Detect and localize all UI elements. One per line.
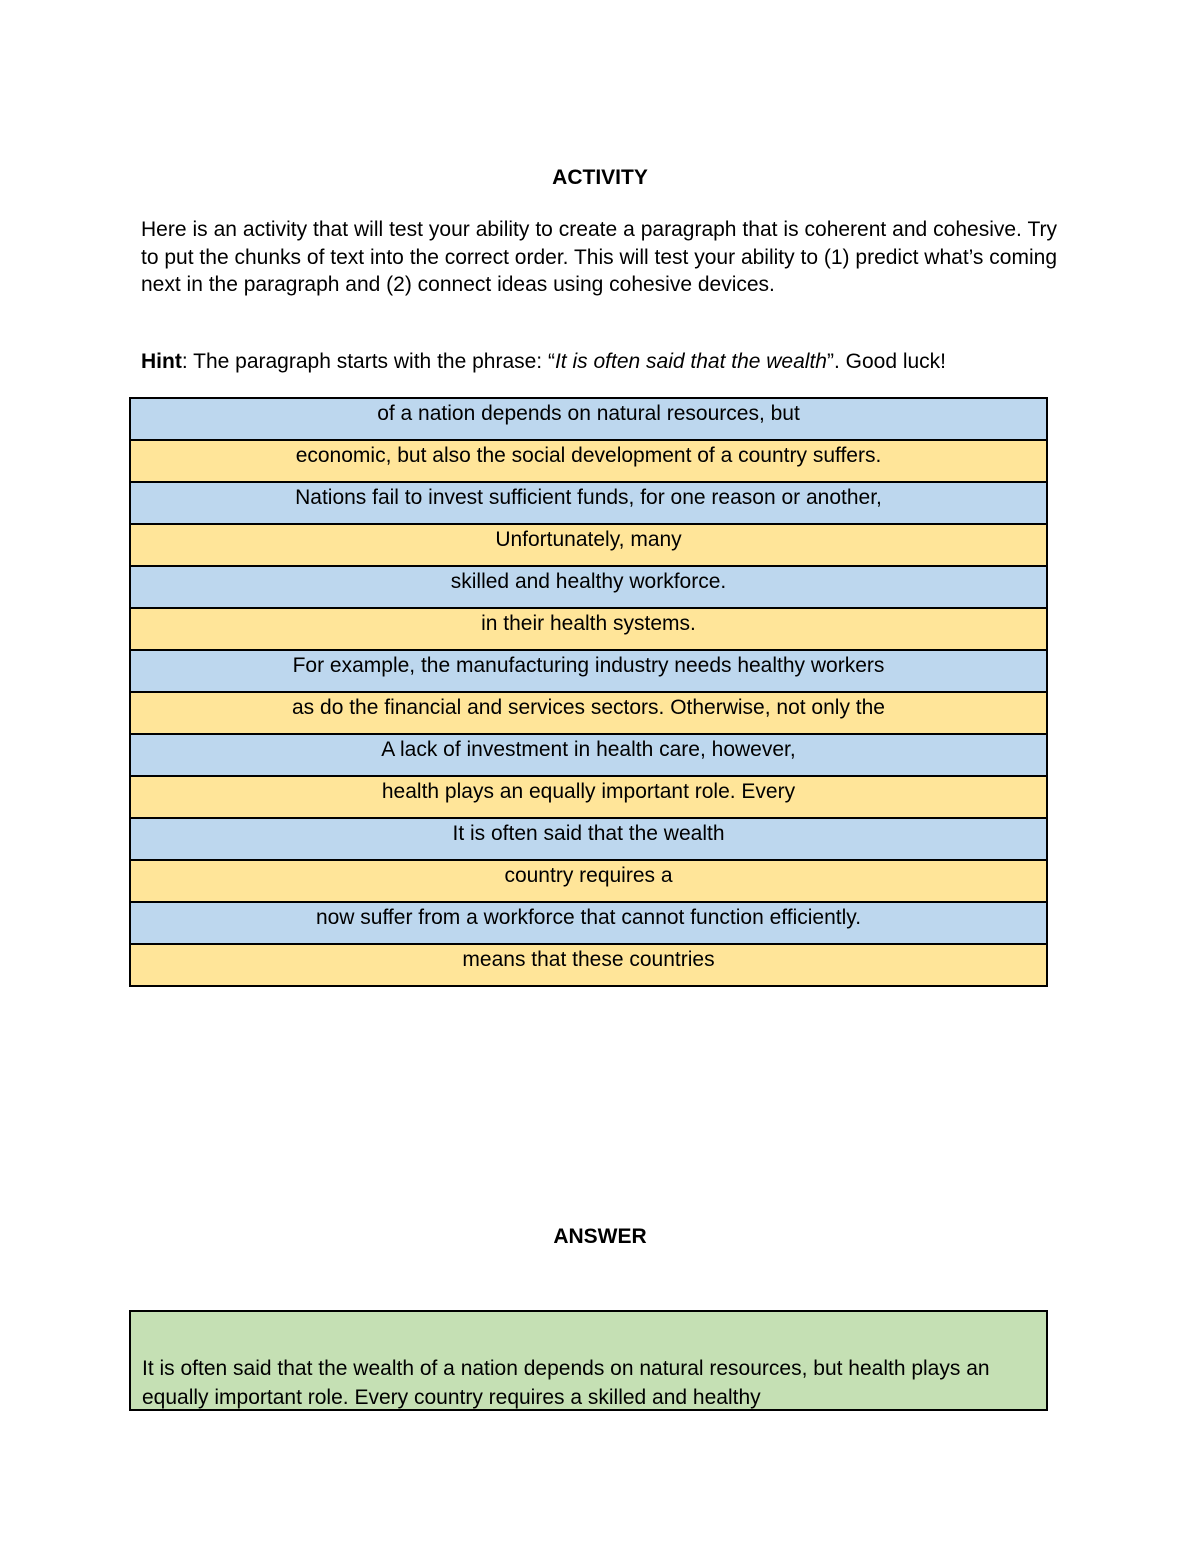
hint-label: Hint [141, 350, 182, 373]
chunk-cell: A lack of investment in health care, however, [130, 734, 1047, 776]
activity-heading: ACTIVITY [552, 166, 648, 189]
chunk-row [130, 608, 1047, 650]
chunk-row [130, 650, 1047, 692]
chunk-row [130, 818, 1047, 860]
chunk-row [130, 944, 1047, 986]
chunk-row [130, 776, 1047, 818]
chunk-cell: skilled and healthy workforce. [130, 566, 1047, 608]
chunk-cell: Nations fail to invest sufficient funds, for one reason or another, [130, 482, 1047, 524]
answer-paragraph: It is often said that the wealth of a nation depends on natural resources, but health plays an equally important role. Every country requires a skilled and healthy [142, 1357, 990, 1409]
chunk-cell: health plays an equally important role. Every [130, 776, 1047, 818]
text-chunks-table [129, 397, 1048, 987]
chunk-cell: now suffer from a workforce that cannot function efficiently. [130, 902, 1047, 944]
hint-phrase: It is often said that the wealth [554, 350, 827, 373]
chunk-cell: For example, the manufacturing industry needs healthy workers [130, 650, 1047, 692]
chunk-cell: in their health systems. [130, 608, 1047, 650]
chunk-row [130, 398, 1047, 440]
answer-box [129, 1310, 1048, 1411]
chunk-cell: country requires a [130, 860, 1047, 902]
chunk-cell: economic, but also the social development of a country suffers. [130, 440, 1047, 482]
chunk-cell: of a nation depends on natural resources, but [130, 398, 1047, 440]
hint-text-after: ”. Good luck! [826, 350, 947, 373]
chunk-row [130, 440, 1047, 482]
activity-instructions: Here is an activity that will test your ability to create a paragraph that is coherent and cohesive. Try to put the chunks of text into the correct order. This will test your ability to (1) predict what’s coming next in the paragraph and (2) connect ideas using cohesive devices. [141, 218, 1057, 296]
chunk-row [130, 902, 1047, 944]
chunk-row [130, 566, 1047, 608]
chunk-cell: means that these countries [130, 944, 1047, 986]
hint-line [141, 348, 1057, 375]
answer-heading: ANSWER [553, 1225, 647, 1248]
chunk-row [130, 482, 1047, 524]
hint-text-before: : The paragraph starts with the phrase: “ [181, 350, 555, 373]
chunk-cell: as do the financial and services sectors. Otherwise, not only the [130, 692, 1047, 734]
chunk-row [130, 860, 1047, 902]
chunk-row [130, 692, 1047, 734]
chunk-row [130, 734, 1047, 776]
chunk-row [130, 524, 1047, 566]
chunk-cell: It is often said that the wealth [130, 818, 1047, 860]
chunk-cell: Unfortunately, many [130, 524, 1047, 566]
